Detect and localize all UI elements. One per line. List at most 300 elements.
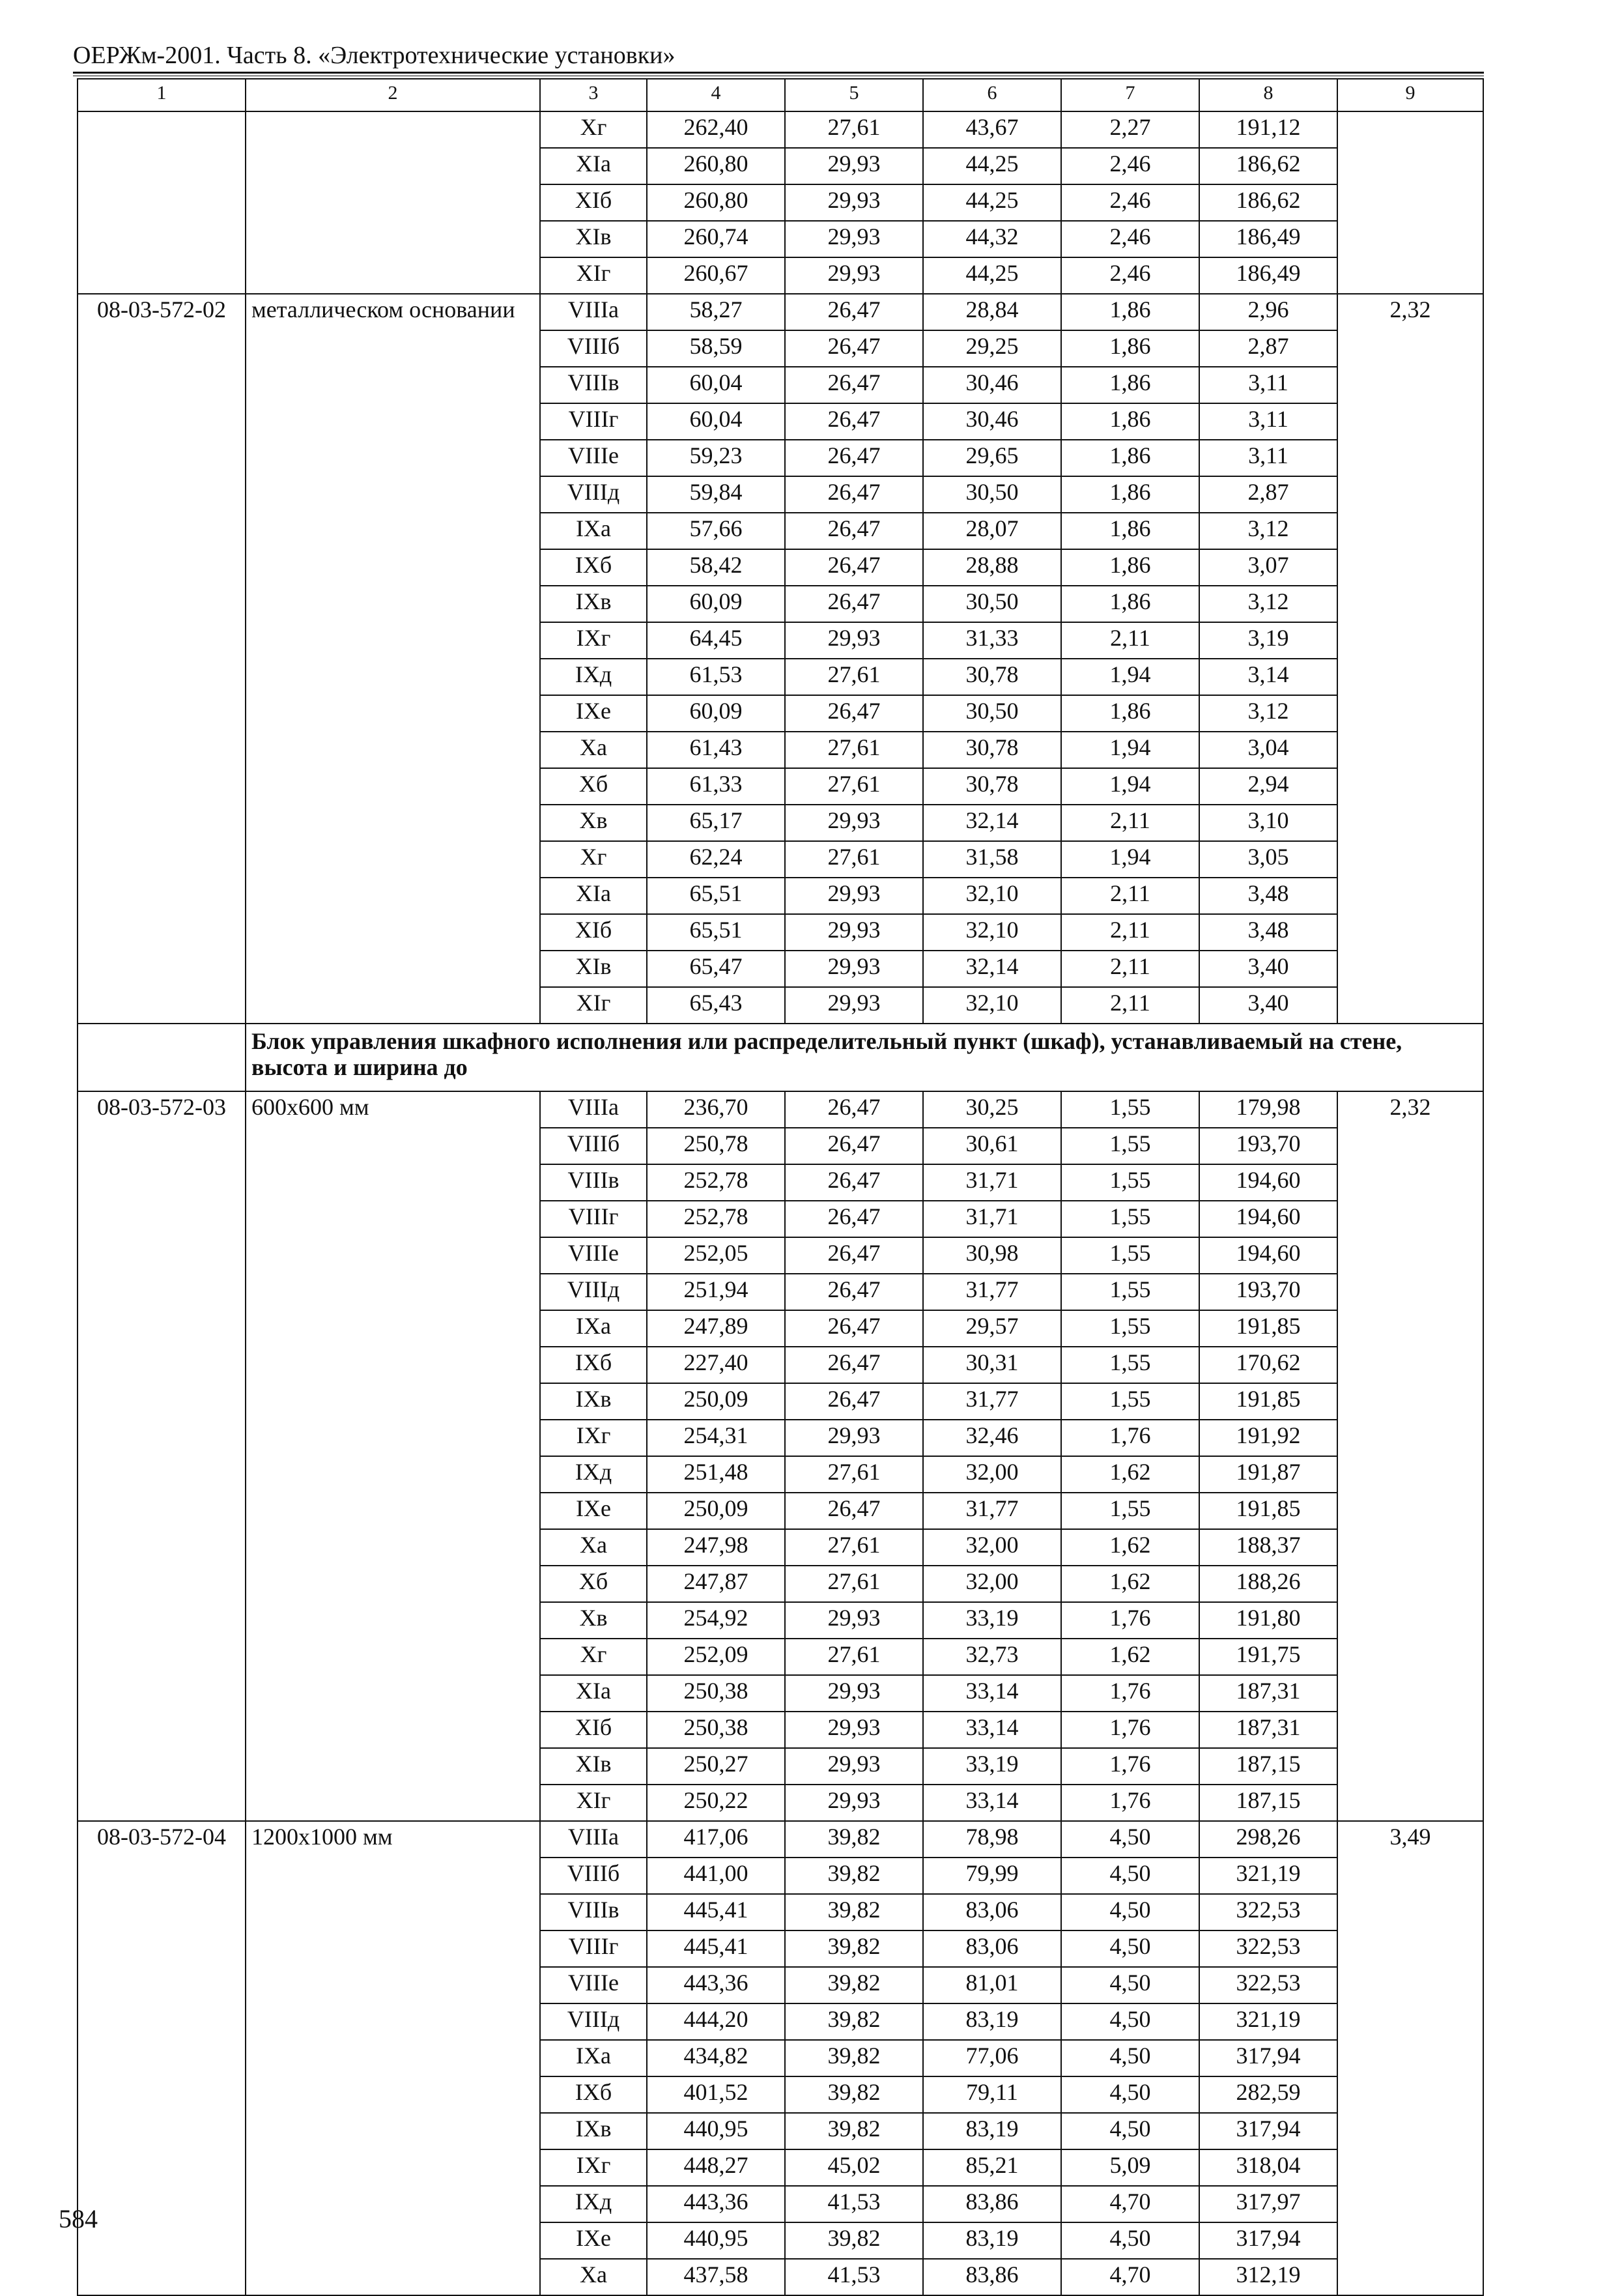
- value-col5: 26,47: [785, 1493, 923, 1529]
- value-col7: 2,11: [1061, 622, 1199, 659]
- value-col5: 29,93: [785, 1420, 923, 1456]
- value-col6: 32,10: [923, 878, 1061, 914]
- zone-code: Xб: [540, 1566, 647, 1602]
- zone-code: Xа: [540, 2259, 647, 2295]
- zone-code: Xв: [540, 1602, 647, 1639]
- value-col5: 26,47: [785, 476, 923, 513]
- value-col8: 298,26: [1199, 1821, 1337, 1858]
- column-number: 8: [1199, 79, 1337, 111]
- column-number: 6: [923, 79, 1061, 111]
- value-col5: 39,82: [785, 2113, 923, 2149]
- value-col6: 31,58: [923, 841, 1061, 878]
- value-col4: 60,04: [647, 403, 785, 440]
- value-col6: 77,06: [923, 2040, 1061, 2076]
- section-title: Блок управления шкафного исполнения или распределительный пункт (шкаф), устанавливаемый на стене, высота и ширина до: [246, 1024, 1483, 1091]
- item-name: 1200x1000 мм: [246, 1821, 540, 2295]
- value-col5: 39,82: [785, 2040, 923, 2076]
- value-col6: 85,21: [923, 2149, 1061, 2186]
- value-col6: 44,25: [923, 257, 1061, 294]
- value-col5: 26,47: [785, 1383, 923, 1420]
- value-col5: 39,82: [785, 1821, 923, 1858]
- value-col7: 2,46: [1061, 257, 1199, 294]
- value-col4: 60,04: [647, 367, 785, 403]
- value-col4: 443,36: [647, 1967, 785, 2003]
- value-col7: 1,55: [1061, 1164, 1199, 1201]
- zone-code: IXг: [540, 622, 647, 659]
- column-number: 2: [246, 79, 540, 111]
- value-col6: 83,06: [923, 1930, 1061, 1967]
- value-col6: 83,19: [923, 2113, 1061, 2149]
- value-col4: 58,27: [647, 294, 785, 330]
- value-col7: 2,46: [1061, 148, 1199, 184]
- value-col5: 26,47: [785, 1164, 923, 1201]
- value-col4: 62,24: [647, 841, 785, 878]
- value-col5: 45,02: [785, 2149, 923, 2186]
- value-col8: 3,48: [1199, 878, 1337, 914]
- value-col5: 39,82: [785, 1967, 923, 2003]
- value-col5: 29,93: [785, 987, 923, 1024]
- value-col7: 2,11: [1061, 805, 1199, 841]
- value-col6: 79,11: [923, 2076, 1061, 2113]
- value-col5: 26,47: [785, 549, 923, 586]
- zone-code: VIIIа: [540, 294, 647, 330]
- value-col8: 191,85: [1199, 1383, 1337, 1420]
- value-col4: 262,40: [647, 111, 785, 148]
- zone-code: VIIIг: [540, 1201, 647, 1237]
- table-body: [78, 79, 1483, 2295]
- value-col4: 254,31: [647, 1420, 785, 1456]
- zone-code: XIб: [540, 914, 647, 951]
- value-col7: 5,09: [1061, 2149, 1199, 2186]
- zone-code: VIIIб: [540, 330, 647, 367]
- value-col7: 4,50: [1061, 2113, 1199, 2149]
- zone-code: XIг: [540, 987, 647, 1024]
- value-col7: 1,55: [1061, 1383, 1199, 1420]
- value-col8: 317,94: [1199, 2113, 1337, 2149]
- section-code-cell: [78, 1024, 246, 1091]
- value-col4: 60,09: [647, 695, 785, 732]
- value-col6: 30,50: [923, 476, 1061, 513]
- column-number: 1: [78, 79, 246, 111]
- value-col7: 4,50: [1061, 2040, 1199, 2076]
- zone-code: Xа: [540, 1529, 647, 1566]
- zone-code: IXе: [540, 1493, 647, 1529]
- zone-code: IXб: [540, 549, 647, 586]
- zone-code: IXг: [540, 1420, 647, 1456]
- value-col7: 1,86: [1061, 294, 1199, 330]
- value-col4: 65,51: [647, 878, 785, 914]
- zone-code: IXе: [540, 695, 647, 732]
- value-col7: 2,11: [1061, 878, 1199, 914]
- value-col4: 58,59: [647, 330, 785, 367]
- value-col7: 1,94: [1061, 841, 1199, 878]
- value-col6: 83,86: [923, 2186, 1061, 2222]
- value-col5: 26,47: [785, 1274, 923, 1310]
- zone-code: VIIIв: [540, 367, 647, 403]
- value-col8: 3,11: [1199, 367, 1337, 403]
- table-row: [78, 1091, 1483, 1128]
- zone-code: IXв: [540, 586, 647, 622]
- value-col4: 401,52: [647, 2076, 785, 2113]
- item-code: 08-03-572-04: [78, 1821, 246, 2295]
- value-col7: 1,62: [1061, 1456, 1199, 1493]
- value-col6: 30,78: [923, 732, 1061, 768]
- value-col7: 4,50: [1061, 2003, 1199, 2040]
- zone-code: VIIIг: [540, 1930, 647, 1967]
- value-col5: 26,47: [785, 1237, 923, 1274]
- value-col8: 191,12: [1199, 111, 1337, 148]
- value-col7: 1,94: [1061, 768, 1199, 805]
- value-col6: 79,99: [923, 1858, 1061, 1894]
- value-col4: 65,47: [647, 951, 785, 987]
- value-col8: 3,05: [1199, 841, 1337, 878]
- value-col5: 29,93: [785, 1602, 923, 1639]
- value-col8: 3,07: [1199, 549, 1337, 586]
- value-col6: 30,61: [923, 1128, 1061, 1164]
- value-col5: 26,47: [785, 367, 923, 403]
- value-col5: 29,93: [785, 878, 923, 914]
- zone-code: VIIIе: [540, 440, 647, 476]
- value-col5: 26,47: [785, 330, 923, 367]
- zone-code: VIIIб: [540, 1128, 647, 1164]
- value-col5: 39,82: [785, 1894, 923, 1930]
- value-col7: 4,50: [1061, 1821, 1199, 1858]
- zone-code: Xа: [540, 732, 647, 768]
- value-col8: 3,19: [1199, 622, 1337, 659]
- zone-code: XIб: [540, 1712, 647, 1748]
- value-col5: 27,61: [785, 1529, 923, 1566]
- zone-code: IXг: [540, 2149, 647, 2186]
- value-col5: 29,93: [785, 805, 923, 841]
- value-col5: 27,61: [785, 841, 923, 878]
- value-col7: 1,86: [1061, 695, 1199, 732]
- value-col4: 247,89: [647, 1310, 785, 1347]
- zone-code: IXв: [540, 2113, 647, 2149]
- value-col8: 3,11: [1199, 403, 1337, 440]
- zone-code: Xг: [540, 111, 647, 148]
- value-col5: 27,61: [785, 1456, 923, 1493]
- value-col6: 83,19: [923, 2003, 1061, 2040]
- zone-code: XIб: [540, 184, 647, 221]
- zone-code: Xв: [540, 805, 647, 841]
- value-col6: 32,73: [923, 1639, 1061, 1675]
- value-col8: 321,19: [1199, 1858, 1337, 1894]
- value-col6: 33,19: [923, 1602, 1061, 1639]
- value-col6: 28,88: [923, 549, 1061, 586]
- value-col6: 30,78: [923, 659, 1061, 695]
- value-col5: 29,93: [785, 221, 923, 257]
- value-col8: 179,98: [1199, 1091, 1337, 1128]
- value-col6: 44,25: [923, 184, 1061, 221]
- value-col8: 187,15: [1199, 1748, 1337, 1785]
- value-col8: 3,14: [1199, 659, 1337, 695]
- price-table: [77, 78, 1484, 2296]
- value-col5: 26,47: [785, 294, 923, 330]
- value-col4: 247,98: [647, 1529, 785, 1566]
- zone-code: VIIIа: [540, 1091, 647, 1128]
- value-col7: 1,86: [1061, 367, 1199, 403]
- value-col4: 443,36: [647, 2186, 785, 2222]
- value-col4: 251,48: [647, 1456, 785, 1493]
- value-col7: 1,76: [1061, 1420, 1199, 1456]
- value-col7: 1,86: [1061, 549, 1199, 586]
- value-col7: 1,76: [1061, 1675, 1199, 1712]
- value-col7: 1,86: [1061, 513, 1199, 549]
- value-col8: 194,60: [1199, 1237, 1337, 1274]
- value-col7: 1,94: [1061, 732, 1199, 768]
- value-col4: 61,43: [647, 732, 785, 768]
- table-row: [78, 1821, 1483, 1858]
- value-col6: 31,71: [923, 1164, 1061, 1201]
- value-col6: 29,25: [923, 330, 1061, 367]
- value-col7: 2,46: [1061, 184, 1199, 221]
- value-col9: 2,32: [1337, 294, 1483, 1024]
- value-col7: 2,11: [1061, 951, 1199, 987]
- value-col4: 260,67: [647, 257, 785, 294]
- value-col6: 32,00: [923, 1529, 1061, 1566]
- zone-code: Xг: [540, 1639, 647, 1675]
- value-col5: 39,82: [785, 2076, 923, 2113]
- value-col5: 26,47: [785, 1347, 923, 1383]
- value-col9: 2,32: [1337, 1091, 1483, 1821]
- value-col7: 2,46: [1061, 221, 1199, 257]
- item-name: [246, 111, 540, 294]
- value-col6: 29,57: [923, 1310, 1061, 1347]
- value-col8: 322,53: [1199, 1894, 1337, 1930]
- value-col7: 1,94: [1061, 659, 1199, 695]
- zone-code: VIIIд: [540, 1274, 647, 1310]
- value-col7: 4,50: [1061, 2222, 1199, 2259]
- zone-code: VIIIе: [540, 1967, 647, 2003]
- zone-code: IXд: [540, 2186, 647, 2222]
- value-col4: 61,33: [647, 768, 785, 805]
- value-col7: 1,76: [1061, 1712, 1199, 1748]
- value-col4: 236,70: [647, 1091, 785, 1128]
- zone-code: XIа: [540, 1675, 647, 1712]
- value-col7: 4,50: [1061, 1930, 1199, 1967]
- value-col4: 254,92: [647, 1602, 785, 1639]
- value-col4: 65,51: [647, 914, 785, 951]
- value-col8: 317,97: [1199, 2186, 1337, 2222]
- value-col6: 32,00: [923, 1566, 1061, 1602]
- value-col7: 1,55: [1061, 1201, 1199, 1237]
- value-col8: 3,48: [1199, 914, 1337, 951]
- value-col6: 30,98: [923, 1237, 1061, 1274]
- value-col8: 3,04: [1199, 732, 1337, 768]
- section-title-row: [78, 1024, 1483, 1091]
- value-col8: 187,15: [1199, 1785, 1337, 1821]
- zone-code: IXд: [540, 659, 647, 695]
- value-col6: 30,50: [923, 695, 1061, 732]
- value-col4: 252,09: [647, 1639, 785, 1675]
- zone-code: XIв: [540, 951, 647, 987]
- value-col4: 59,84: [647, 476, 785, 513]
- value-col4: 61,53: [647, 659, 785, 695]
- value-col7: 1,55: [1061, 1128, 1199, 1164]
- value-col5: 29,93: [785, 257, 923, 294]
- value-col4: 440,95: [647, 2113, 785, 2149]
- value-col6: 33,19: [923, 1748, 1061, 1785]
- value-col7: 1,76: [1061, 1602, 1199, 1639]
- value-col6: 30,46: [923, 403, 1061, 440]
- value-col4: 250,09: [647, 1493, 785, 1529]
- value-col4: 445,41: [647, 1930, 785, 1967]
- value-col6: 30,25: [923, 1091, 1061, 1128]
- value-col5: 26,47: [785, 513, 923, 549]
- value-col8: 2,87: [1199, 476, 1337, 513]
- value-col7: 1,55: [1061, 1091, 1199, 1128]
- value-col8: 322,53: [1199, 1967, 1337, 2003]
- value-col5: 26,47: [785, 1310, 923, 1347]
- value-col7: 4,50: [1061, 1858, 1199, 1894]
- value-col7: 4,50: [1061, 1967, 1199, 2003]
- column-number: 9: [1337, 79, 1483, 111]
- value-col5: 29,93: [785, 914, 923, 951]
- value-col6: 33,14: [923, 1675, 1061, 1712]
- value-col4: 434,82: [647, 2040, 785, 2076]
- value-col8: 187,31: [1199, 1675, 1337, 1712]
- value-col8: 194,60: [1199, 1201, 1337, 1237]
- value-col6: 31,71: [923, 1201, 1061, 1237]
- value-col8: 186,62: [1199, 184, 1337, 221]
- value-col7: 1,86: [1061, 330, 1199, 367]
- value-col5: 41,53: [785, 2186, 923, 2222]
- value-col5: 26,47: [785, 695, 923, 732]
- value-col8: 186,49: [1199, 257, 1337, 294]
- value-col9: [1337, 111, 1483, 294]
- value-col5: 26,47: [785, 1128, 923, 1164]
- value-col8: 3,12: [1199, 695, 1337, 732]
- value-col4: 58,42: [647, 549, 785, 586]
- zone-code: XIв: [540, 1748, 647, 1785]
- value-col4: 437,58: [647, 2259, 785, 2295]
- page-header: ОЕРЖм-2001. Часть 8. «Электротехнические установки»: [73, 42, 676, 69]
- column-number: 3: [540, 79, 647, 111]
- value-col4: 445,41: [647, 1894, 785, 1930]
- value-col5: 39,82: [785, 2003, 923, 2040]
- value-col6: 83,06: [923, 1894, 1061, 1930]
- value-col5: 39,82: [785, 1930, 923, 1967]
- value-col8: 3,12: [1199, 513, 1337, 549]
- value-col5: 29,93: [785, 184, 923, 221]
- value-col4: 59,23: [647, 440, 785, 476]
- zone-code: VIIIд: [540, 476, 647, 513]
- value-col7: 1,55: [1061, 1237, 1199, 1274]
- value-col6: 44,32: [923, 221, 1061, 257]
- value-col8: 186,49: [1199, 221, 1337, 257]
- zone-code: XIг: [540, 257, 647, 294]
- value-col6: 30,31: [923, 1347, 1061, 1383]
- value-col5: 27,61: [785, 111, 923, 148]
- value-col8: 191,87: [1199, 1456, 1337, 1493]
- value-col6: 31,77: [923, 1274, 1061, 1310]
- value-col6: 33,14: [923, 1712, 1061, 1748]
- zone-code: XIг: [540, 1785, 647, 1821]
- value-col5: 26,47: [785, 440, 923, 476]
- value-col5: 27,61: [785, 732, 923, 768]
- zone-code: IXа: [540, 2040, 647, 2076]
- value-col7: 4,70: [1061, 2186, 1199, 2222]
- value-col5: 26,47: [785, 403, 923, 440]
- value-col7: 1,62: [1061, 1529, 1199, 1566]
- value-col8: 322,53: [1199, 1930, 1337, 1967]
- zone-code: XIв: [540, 221, 647, 257]
- value-col8: 318,04: [1199, 2149, 1337, 2186]
- value-col5: 27,61: [785, 1566, 923, 1602]
- value-col8: 191,92: [1199, 1420, 1337, 1456]
- item-name: металлическом основании: [246, 294, 540, 1024]
- value-col6: 81,01: [923, 1967, 1061, 2003]
- value-col6: 28,84: [923, 294, 1061, 330]
- value-col8: 191,85: [1199, 1493, 1337, 1529]
- value-col6: 32,10: [923, 987, 1061, 1024]
- page-number: 584: [59, 2204, 98, 2233]
- item-name: 600x600 мм: [246, 1091, 540, 1821]
- zone-code: IXа: [540, 513, 647, 549]
- value-col6: 29,65: [923, 440, 1061, 476]
- value-col5: 26,47: [785, 586, 923, 622]
- zone-code: XIа: [540, 878, 647, 914]
- value-col7: 2,11: [1061, 914, 1199, 951]
- zone-code: IXд: [540, 1456, 647, 1493]
- zone-code: IXа: [540, 1310, 647, 1347]
- zone-code: IXб: [540, 2076, 647, 2113]
- value-col4: 250,78: [647, 1128, 785, 1164]
- header-rule: [73, 72, 1484, 74]
- value-col7: 2,11: [1061, 987, 1199, 1024]
- value-col4: 417,06: [647, 1821, 785, 1858]
- zone-code: IXе: [540, 2222, 647, 2259]
- value-col4: 57,66: [647, 513, 785, 549]
- table-row: [78, 111, 1483, 148]
- zone-code: IXб: [540, 1347, 647, 1383]
- value-col6: 31,77: [923, 1383, 1061, 1420]
- zone-code: VIIIв: [540, 1164, 647, 1201]
- value-col8: 170,62: [1199, 1347, 1337, 1383]
- value-col4: 448,27: [647, 2149, 785, 2186]
- value-col4: 250,09: [647, 1383, 785, 1420]
- value-col4: 64,45: [647, 622, 785, 659]
- value-col6: 30,50: [923, 586, 1061, 622]
- value-col8: 3,12: [1199, 586, 1337, 622]
- value-col4: 260,80: [647, 148, 785, 184]
- value-col8: 282,59: [1199, 2076, 1337, 2113]
- value-col5: 29,93: [785, 1748, 923, 1785]
- value-col4: 250,22: [647, 1785, 785, 1821]
- value-col4: 250,38: [647, 1712, 785, 1748]
- value-col5: 26,47: [785, 1091, 923, 1128]
- value-col5: 27,61: [785, 1639, 923, 1675]
- value-col6: 28,07: [923, 513, 1061, 549]
- value-col7: 1,62: [1061, 1639, 1199, 1675]
- value-col8: 193,70: [1199, 1274, 1337, 1310]
- value-col6: 32,14: [923, 951, 1061, 987]
- value-col6: 43,67: [923, 111, 1061, 148]
- value-col8: 2,87: [1199, 330, 1337, 367]
- value-col4: 252,05: [647, 1237, 785, 1274]
- value-col6: 30,46: [923, 367, 1061, 403]
- value-col6: 30,78: [923, 768, 1061, 805]
- value-col7: 1,76: [1061, 1748, 1199, 1785]
- value-col7: 1,55: [1061, 1274, 1199, 1310]
- value-col4: 441,00: [647, 1858, 785, 1894]
- item-code: [78, 111, 246, 294]
- zone-code: Xг: [540, 841, 647, 878]
- value-col7: 1,86: [1061, 440, 1199, 476]
- value-col4: 250,38: [647, 1675, 785, 1712]
- value-col5: 29,93: [785, 1712, 923, 1748]
- value-col6: 83,86: [923, 2259, 1061, 2295]
